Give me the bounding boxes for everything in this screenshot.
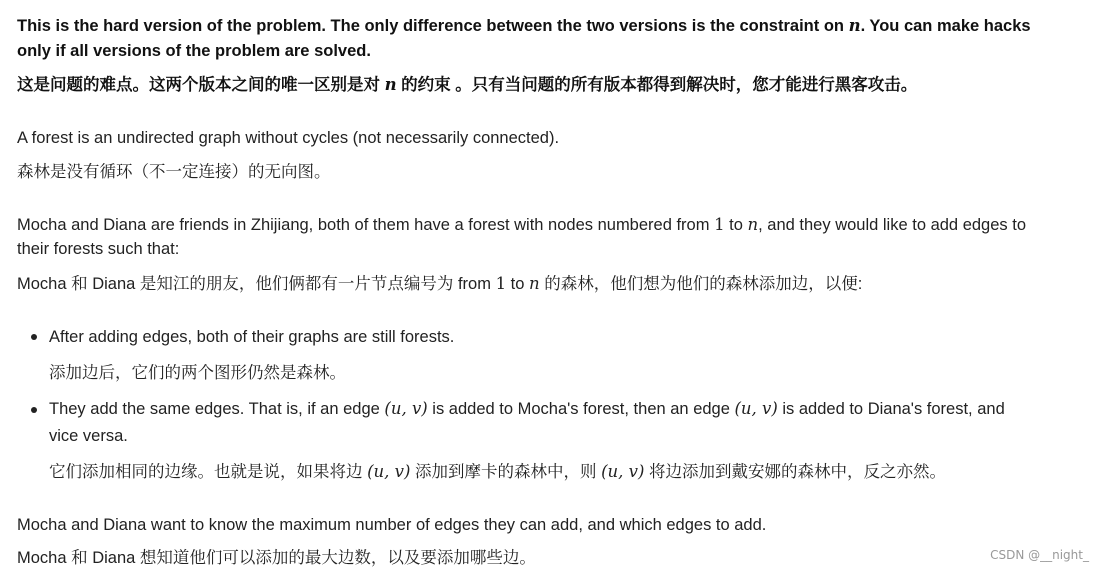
edge-uv: (u, v) <box>734 399 778 418</box>
bullet2-en-line1 <box>49 398 1005 420</box>
intro-zh <box>17 74 917 96</box>
bullet-dot <box>31 407 37 413</box>
intro-zh-text-end: 的约束 。只有当问题的所有版本都得到解决时，您才能进行黑客攻击。 <box>396 76 918 94</box>
forest-def-en: A forest is an undirected graph without cycles (not necessarily connected). <box>17 129 560 147</box>
word-to: to <box>724 216 748 234</box>
bullet1-zh: 添加边后，它们的两个图形仍然是森林。 <box>49 364 346 382</box>
intro-en-text-end: . You can make hacks <box>860 17 1031 35</box>
bullet2-en-text-end: is added to Diana's forest, and <box>777 400 1005 418</box>
bullet2-en-text-mid: is added to Mocha's forest, then an edge <box>427 400 735 418</box>
bullet2-en-text: They add the same edges. That is, if an edge <box>49 400 385 418</box>
forest-def-zh: 森林是没有循环（不一定连接）的无向图。 <box>17 163 331 181</box>
bullet2-en-line2: vice versa. <box>49 427 128 445</box>
var-n: n <box>848 16 861 35</box>
var-n: n <box>529 274 540 293</box>
bullet2-zh-text-end: 将边添加到戴安娜的森林中，反之亦然。 <box>644 463 946 481</box>
edge-uv: (u, v) <box>384 399 428 418</box>
goal-en: Mocha and Diana want to know the maximum number of edges they can add, and which edges to add. <box>17 516 767 534</box>
num-one: 1 <box>714 215 725 234</box>
var-n: n <box>747 215 759 234</box>
bullet2-zh-text: 它们添加相同的边缘。也就是说，如果将边 <box>49 463 368 481</box>
bullet2-zh <box>49 461 946 483</box>
friends-en-text: Mocha and Diana are friends in Zhijiang, both of them have a forest with nodes numbered from <box>17 216 715 234</box>
edge-uv: (u, v) <box>601 462 645 481</box>
goal-zh: Mocha 和 Diana 想知道他们可以添加的最大边数，以及要添加哪些边。 <box>17 549 536 567</box>
friends-en-text-end: , and they would like to add edges to <box>758 216 1026 234</box>
friends-en-line2: their forests such that: <box>17 240 180 258</box>
intro-en-line2: only if all versions of the problem are solved. <box>17 42 371 60</box>
intro-en-line1 <box>17 15 1031 37</box>
intro-en-text: This is the hard version of the problem. The only difference between the two versions is the constraint on <box>17 17 849 35</box>
friends-zh-text: Mocha 和 Diana 是知江的朋友，他们俩都有一片节点编号为 from <box>17 275 496 293</box>
bullet2-zh-text-mid: 添加到摩卡的森林中，则 <box>410 463 602 481</box>
word-to: to <box>506 275 529 293</box>
friends-zh <box>17 273 862 295</box>
var-n: n <box>384 75 397 94</box>
friends-en-line1 <box>17 214 1026 236</box>
intro-zh-text: 这是问题的难点。这两个版本之间的唯一区别是对 <box>17 76 385 94</box>
num-one: 1 <box>495 274 507 293</box>
bullet-dot <box>31 334 37 340</box>
bullet1-en: After adding edges, both of their graphs are still forests. <box>49 328 455 346</box>
csdn-watermark: CSDN @__night_ <box>990 548 1089 562</box>
edge-uv: (u, v) <box>367 462 411 481</box>
friends-zh-text-end: 的森林，他们想为他们的森林添加边，以便: <box>539 275 863 293</box>
